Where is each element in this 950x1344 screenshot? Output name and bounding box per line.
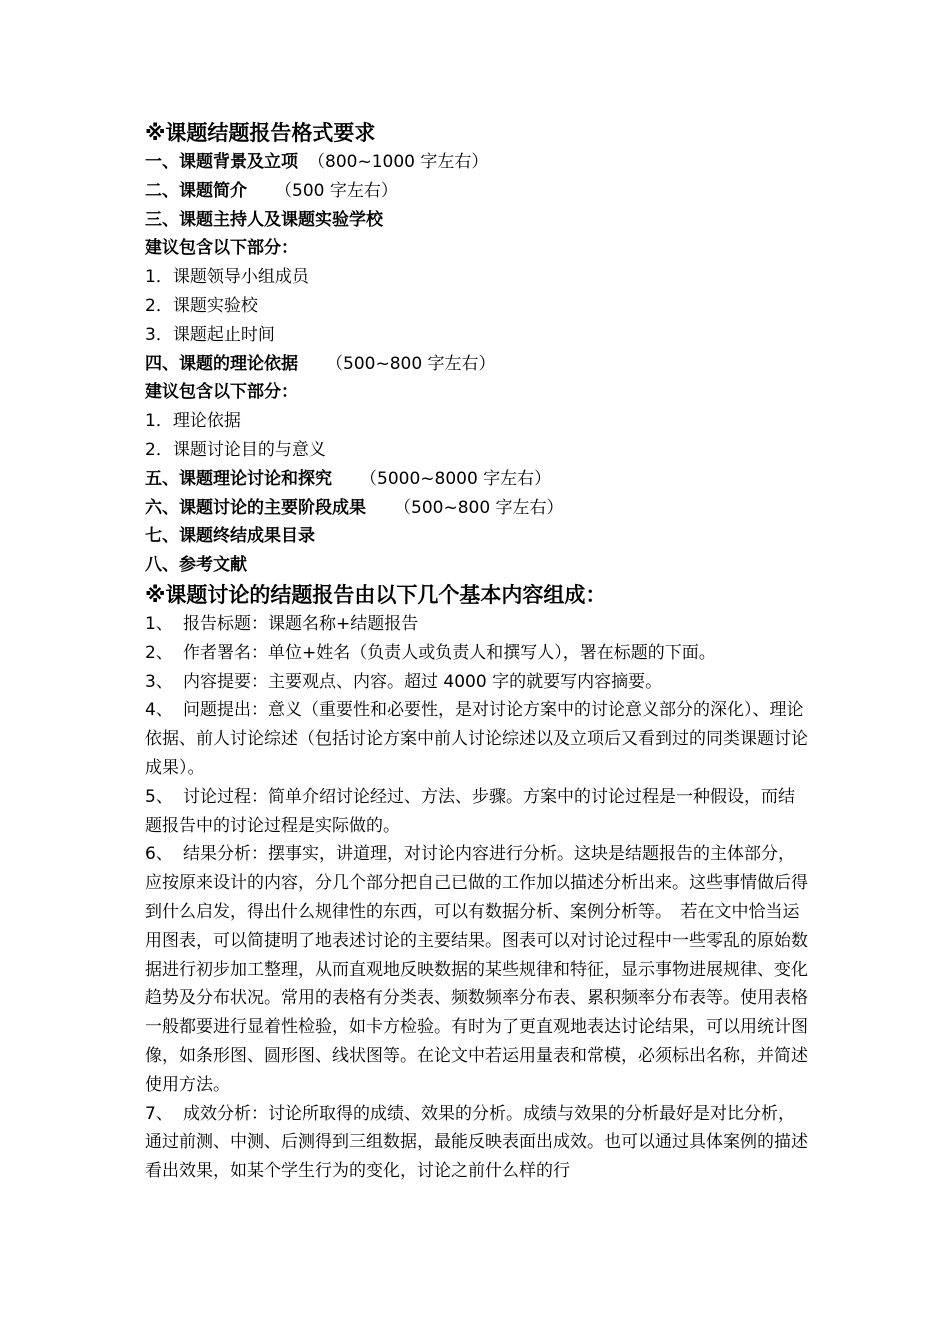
section-4: 四、课题的理论依据 （500~800 字左右）: [145, 353, 496, 374]
content-item: 4、 问题提出：意义（重要性和必要性，是对讨论方案中的讨论意义部分的深化）、理论依据、前人讨论综述（包括讨论方案中前人讨论综述以及立项后又看到过的同类课题讨论成果）。: [145, 700, 808, 778]
content-item: 1、 报告标题：课题名称+结题报告: [145, 613, 419, 634]
suggest-label-2: 建议包含以下部分：: [145, 382, 298, 403]
section-1: 一、课题背景及立项 （800~1000 字左右）: [145, 152, 489, 172]
content-item: 5、 讨论过程：简单介绍讨论经过、方法、步骤。方案中的讨论过程是一种假设，而结题报告中的讨论过程是实际做的。: [145, 786, 795, 836]
document-body: [145, 118, 810, 1186]
list-item: 1．课题领导小组成员: [145, 267, 309, 288]
list-item: 1．理论依据: [145, 411, 241, 432]
section-2: 二、课题简介 （500 字左右）: [145, 180, 398, 201]
section-5: 五、课题理论讨论和探究 （5000~8000 字左右）: [145, 468, 552, 489]
section-7: 七、课题终结成果目录: [145, 526, 315, 547]
list-item: 3．课题起止时间: [145, 324, 275, 345]
section-8: 八、参考文献: [145, 555, 247, 576]
section-6: 六、课题讨论的主要阶段成果 （500~800 字左右）: [145, 497, 564, 518]
content-item: 3、 内容提要：主要观点、内容。超过 4000 字的就要写内容摘要。: [145, 671, 663, 692]
format-requirements-title: ※课题结题报告格式要求: [145, 121, 376, 145]
suggest-label-1: 建议包含以下部分：: [145, 238, 298, 259]
content-item: 6、 结果分析：摆事实，讲道理，对讨论内容进行分析。这块是结题报告的主体部分，应按原来设计的内容，分几个部分把自己已做的工作加以描述分析出来。这些事情做后得到什么启发，得出什么规律性的东西，可以有数据分析、案例分析等。 若在文中恰当运用图表，可以简捷明了地表述讨论的主要结果。图表可以对讨论过程中一些零乱的原始数据进行初步加工整理，从而直观地反映数据的某些规律和特征，显示事物进展规律、变化趋势及分布状况。常用的表格有分类表、频数频率分布表、累积频率分布表等。使用表格一般都要进行显着性检验，如卡方检验。有时为了更直观地表达讨论结果，可以用统计图像，如条形图、圆形图、线状图等。在论文中若运用量表和常模，必须标出名称，并简述使用方法。: [145, 844, 808, 1095]
report-content-title: ※课题讨论的结题报告由以下几个基本内容组成：: [145, 582, 607, 607]
content-item: 7、 成效分析：讨论所取得的成绩、效果的分析。成绩与效果的分析最好是对比分析，通过前测、中测、后测得到三组数据，最能反映表面出成效。也可以通过具体案例的描述看出效果，如某个学生行为的变化，讨论之前什么样的行: [145, 1103, 808, 1182]
section-3: 三、课题主持人及课题实验学校: [145, 209, 383, 230]
list-item: 2．课题讨论目的与意义: [145, 439, 326, 460]
content-item: 2、 作者署名：单位+姓名（负责人或负责人和撰写人），署在标题的下面。: [145, 642, 716, 663]
list-item: 2．课题实验校: [145, 295, 258, 316]
